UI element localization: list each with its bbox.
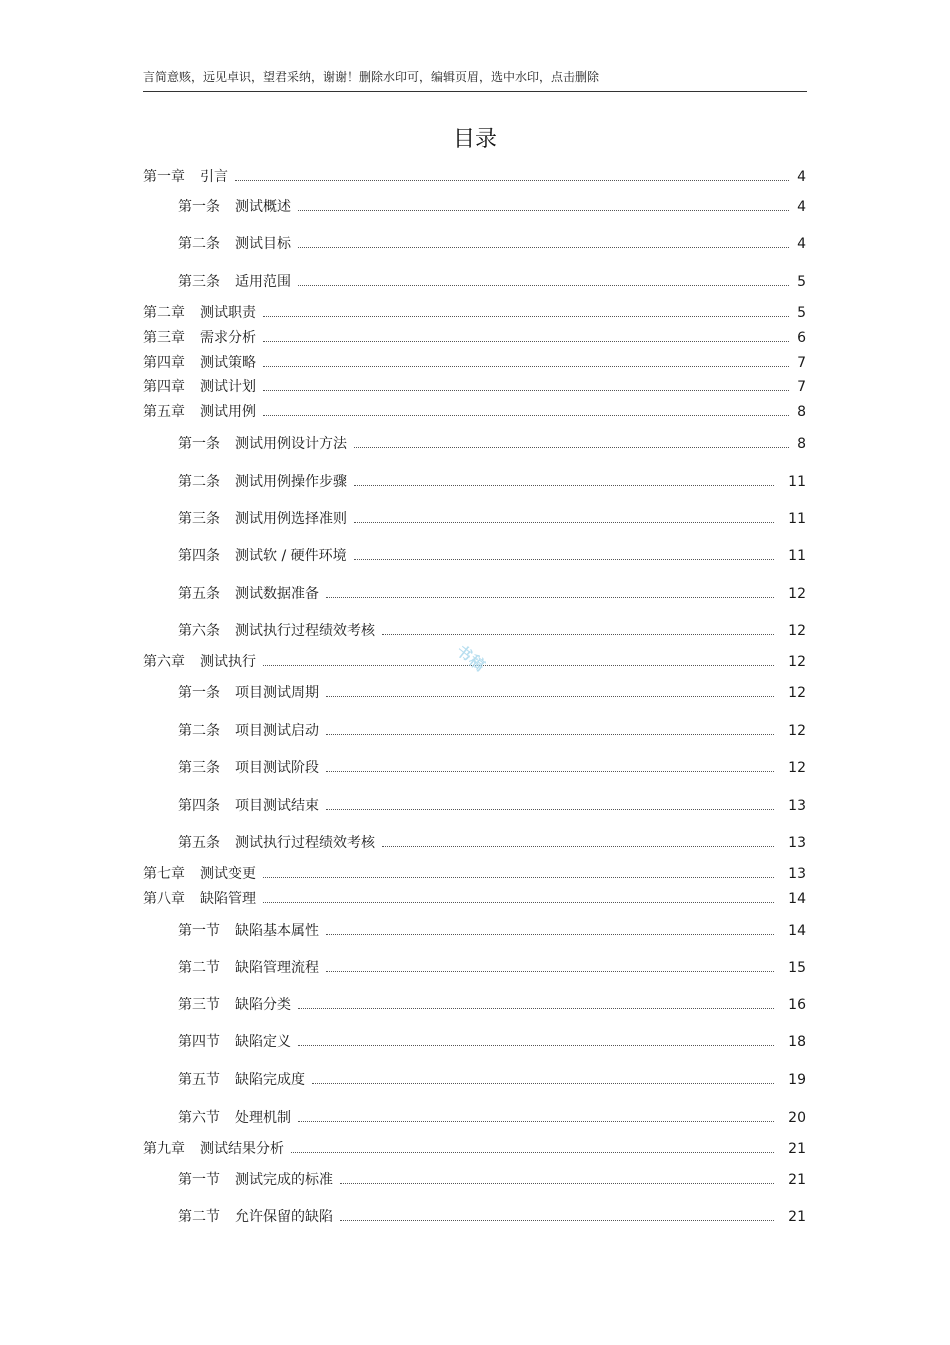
toc-entry-title: 项目测试周期 <box>235 685 319 701</box>
toc-entry-number: 第三条 <box>178 760 220 776</box>
toc-entry-title: 测试软 / 硬件环境 <box>235 548 347 564</box>
toc-entry-title: 缺陷分类 <box>235 997 291 1013</box>
toc-dot-leader <box>382 845 774 847</box>
toc-page-number: 4 <box>797 236 806 252</box>
toc-entry-title: 测试策略 <box>200 355 256 371</box>
watermark: 书稿 <box>452 641 490 676</box>
toc-page-number: 8 <box>797 436 806 452</box>
toc-dot-leader <box>354 521 774 523</box>
toc-page-number: 19 <box>788 1072 806 1088</box>
toc-dot-leader <box>326 933 774 935</box>
toc-entry-title: 测试数据准备 <box>235 586 319 602</box>
toc-page-number: 12 <box>788 685 806 701</box>
toc-dot-leader <box>263 876 774 878</box>
toc-page-number: 11 <box>788 474 806 490</box>
toc-dot-leader <box>298 1007 774 1009</box>
toc-entry-title: 测试完成的标准 <box>235 1172 333 1188</box>
toc-chapter-entry[interactable] <box>143 401 806 421</box>
toc-section-entry[interactable] <box>178 196 806 216</box>
toc-entry-number: 第八章 <box>143 891 185 907</box>
toc-section-entry[interactable] <box>178 1031 806 1051</box>
toc-section-entry[interactable] <box>178 1169 806 1189</box>
toc-page-number: 7 <box>797 355 806 371</box>
toc-section-entry[interactable] <box>178 545 806 565</box>
toc-dot-leader <box>263 315 789 317</box>
toc-page-number: 18 <box>788 1034 806 1050</box>
toc-entry-title: 缺陷完成度 <box>235 1072 305 1088</box>
toc-entry-number: 第一节 <box>178 1172 220 1188</box>
toc-entry-title: 测试用例设计方法 <box>235 436 347 452</box>
toc-page-number: 4 <box>797 169 806 185</box>
toc-entry-title: 测试目标 <box>235 236 291 252</box>
toc-page-number: 13 <box>788 835 806 851</box>
toc-page-number: 13 <box>788 798 806 814</box>
toc-entry-number: 第一条 <box>178 436 220 452</box>
toc-page-number: 5 <box>797 274 806 290</box>
toc-entry-title: 缺陷管理 <box>200 891 256 907</box>
toc-entry-number: 第二章 <box>143 305 185 321</box>
toc-section-entry[interactable] <box>178 757 806 777</box>
toc-dot-leader <box>291 1151 774 1153</box>
page-header: 言简意赅，远见卓识，望君采纳，谢谢！删除水印可，编辑页眉，选中水印，点击删除 <box>143 70 600 84</box>
toc-dot-leader <box>326 733 774 735</box>
toc-dot-leader <box>326 695 774 697</box>
toc-entry-number: 第二节 <box>178 1209 220 1225</box>
toc-section-entry[interactable] <box>178 271 806 291</box>
toc-entry-number: 第一章 <box>143 169 185 185</box>
toc-page-number: 21 <box>788 1172 806 1188</box>
toc-chapter-entry[interactable] <box>143 888 806 908</box>
toc-page-number: 14 <box>788 891 806 907</box>
toc-page-number: 16 <box>788 997 806 1013</box>
toc-chapter-entry[interactable] <box>143 376 806 396</box>
toc-section-entry[interactable] <box>178 583 806 603</box>
toc-page-number: 7 <box>797 379 806 395</box>
toc-dot-leader <box>298 1120 774 1122</box>
toc-entry-title: 需求分析 <box>200 330 256 346</box>
toc-entry-title: 测试结果分析 <box>200 1141 284 1157</box>
toc-entry-title: 缺陷定义 <box>235 1034 291 1050</box>
toc-dot-leader <box>382 633 774 635</box>
toc-entry-title: 缺陷基本属性 <box>235 923 319 939</box>
toc-dot-leader <box>326 970 774 972</box>
toc-entry-number: 第一条 <box>178 685 220 701</box>
toc-entry-number: 第五节 <box>178 1072 220 1088</box>
toc-entry-number: 第九章 <box>143 1141 185 1157</box>
toc-dot-leader <box>263 389 789 391</box>
toc-dot-leader <box>340 1219 774 1221</box>
toc-entry-number: 第五章 <box>143 404 185 420</box>
toc-entry-title: 处理机制 <box>235 1110 291 1126</box>
toc-page-number: 21 <box>788 1141 806 1157</box>
toc-dot-leader <box>298 1044 774 1046</box>
toc-chapter-entry[interactable] <box>143 352 806 372</box>
toc-entry-title: 项目测试阶段 <box>235 760 319 776</box>
toc-entry-title: 测试执行过程绩效考核 <box>235 623 375 639</box>
toc-dot-leader <box>263 664 774 666</box>
toc-entry-number: 第二条 <box>178 474 220 490</box>
toc-dot-leader <box>298 284 789 286</box>
toc-page-number: 4 <box>797 199 806 215</box>
toc-entry-title: 测试职责 <box>200 305 256 321</box>
toc-page-number: 20 <box>788 1110 806 1126</box>
toc-entry-number: 第二条 <box>178 723 220 739</box>
toc-entry-number: 第五条 <box>178 586 220 602</box>
toc-dot-leader <box>326 596 774 598</box>
toc-chapter-entry[interactable] <box>143 1138 806 1158</box>
toc-page-number: 11 <box>788 511 806 527</box>
toc-section-entry[interactable] <box>178 471 806 491</box>
toc-page-number: 8 <box>797 404 806 420</box>
toc-chapter-entry[interactable] <box>143 166 806 186</box>
toc-page-number: 15 <box>788 960 806 976</box>
toc-section-entry[interactable] <box>178 233 806 253</box>
toc-section-entry[interactable] <box>178 720 806 740</box>
toc-entry-number: 第三条 <box>178 511 220 527</box>
toc-dot-leader <box>312 1082 774 1084</box>
toc-page-number: 12 <box>788 586 806 602</box>
toc-entry-number: 第一节 <box>178 923 220 939</box>
toc-entry-number: 第一条 <box>178 199 220 215</box>
toc-section-entry[interactable] <box>178 433 806 453</box>
toc-entry-number: 第六条 <box>178 623 220 639</box>
header-rule <box>143 91 807 92</box>
toc-entry-title: 测试计划 <box>200 379 256 395</box>
toc-dot-leader <box>263 414 789 416</box>
toc-chapter-entry[interactable] <box>143 302 806 322</box>
toc-dot-leader <box>235 179 789 181</box>
toc-entry-title: 测试执行过程绩效考核 <box>235 835 375 851</box>
toc-section-entry[interactable] <box>178 1069 806 1089</box>
toc-entry-number: 第二条 <box>178 236 220 252</box>
toc-dot-leader <box>340 1182 774 1184</box>
toc-dot-leader <box>326 770 774 772</box>
toc-section-entry[interactable] <box>178 1206 806 1226</box>
toc-entry-number: 第六章 <box>143 654 185 670</box>
toc-section-entry[interactable] <box>178 957 806 977</box>
toc-page-number: 12 <box>788 760 806 776</box>
toc-entry-title: 允许保留的缺陷 <box>235 1209 333 1225</box>
toc-entry-number: 第二节 <box>178 960 220 976</box>
toc-dot-leader <box>298 246 789 248</box>
toc-section-entry[interactable] <box>178 994 806 1014</box>
toc-chapter-entry[interactable] <box>143 863 806 883</box>
toc-page-number: 13 <box>788 866 806 882</box>
page-title: 目录 <box>452 127 497 152</box>
toc-section-entry[interactable] <box>178 920 806 940</box>
toc-entry-title: 项目测试结束 <box>235 798 319 814</box>
toc-entry-title: 适用范围 <box>235 274 291 290</box>
toc-dot-leader <box>263 340 789 342</box>
toc-entry-number: 第四节 <box>178 1034 220 1050</box>
toc-section-entry[interactable] <box>178 832 806 852</box>
toc-entry-number: 第四章 <box>143 355 185 371</box>
toc-entry-title: 缺陷管理流程 <box>235 960 319 976</box>
toc-chapter-entry[interactable] <box>143 327 806 347</box>
toc-dot-leader <box>263 365 789 367</box>
toc-page-number: 5 <box>797 305 806 321</box>
toc-entry-title: 测试概述 <box>235 199 291 215</box>
toc-page-number: 21 <box>788 1209 806 1225</box>
toc-dot-leader <box>354 484 774 486</box>
toc-entry-title: 测试用例 <box>200 404 256 420</box>
toc-entry-number: 第三条 <box>178 274 220 290</box>
toc-dot-leader <box>326 808 774 810</box>
toc-page-number: 6 <box>797 330 806 346</box>
toc-page-number: 12 <box>788 723 806 739</box>
toc-page-number: 12 <box>788 654 806 670</box>
toc-entry-title: 测试用例选择准则 <box>235 511 347 527</box>
toc-entry-title: 测试变更 <box>200 866 256 882</box>
toc-section-entry[interactable] <box>178 508 806 528</box>
toc-entry-number: 第七章 <box>143 866 185 882</box>
toc-entry-number: 第三节 <box>178 997 220 1013</box>
toc-entry-title: 测试执行 <box>200 654 256 670</box>
toc-entry-number: 第四条 <box>178 798 220 814</box>
toc-page-number: 11 <box>788 548 806 564</box>
toc-dot-leader <box>354 446 789 448</box>
toc-entry-title: 引言 <box>200 169 228 185</box>
toc-entry-title: 测试用例操作步骤 <box>235 474 347 490</box>
toc-section-entry[interactable] <box>178 795 806 815</box>
toc-page-number: 12 <box>788 623 806 639</box>
toc-entry-number: 第三章 <box>143 330 185 346</box>
toc-entry-number: 第四条 <box>178 548 220 564</box>
toc-section-entry[interactable] <box>178 1107 806 1127</box>
toc-entry-number: 第四章 <box>143 379 185 395</box>
toc-entry-number: 第五条 <box>178 835 220 851</box>
toc-page-number: 14 <box>788 923 806 939</box>
toc-dot-leader <box>263 901 774 903</box>
toc-entry-title: 项目测试启动 <box>235 723 319 739</box>
toc-entry-number: 第六节 <box>178 1110 220 1126</box>
toc-dot-leader <box>354 558 775 560</box>
toc-dot-leader <box>298 209 789 211</box>
toc-section-entry[interactable] <box>178 620 806 640</box>
